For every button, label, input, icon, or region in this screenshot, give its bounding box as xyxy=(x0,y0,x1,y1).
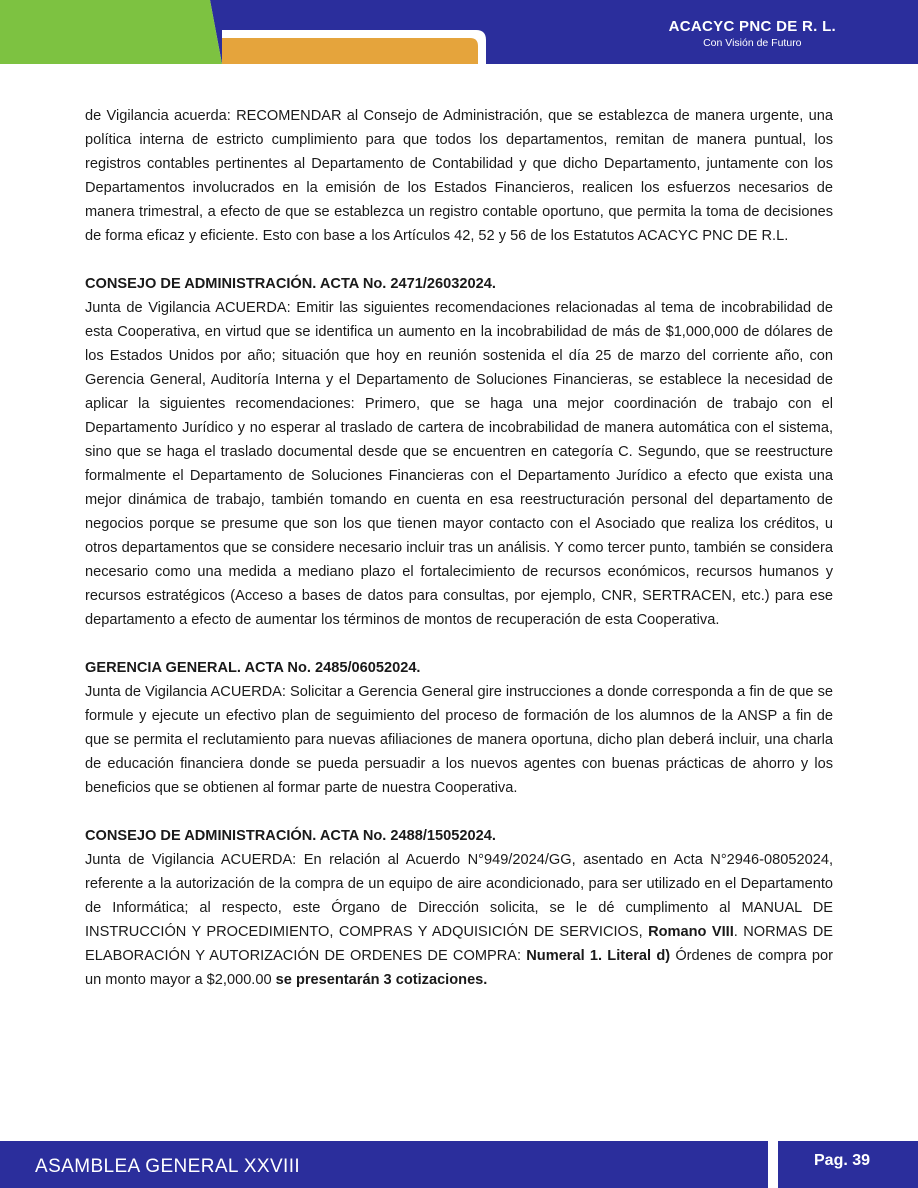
header-green-block xyxy=(0,0,222,64)
section-heading: CONSEJO DE ADMINISTRACIÓN. ACTA No. 2471/26032024. xyxy=(85,276,496,292)
paragraph-bold-text: Romano VIII xyxy=(648,924,734,940)
paragraph-bold-text: se presentarán 3 cotizaciones. xyxy=(275,972,488,988)
section-paragraph xyxy=(85,848,833,992)
paragraph-bold-text: Numeral 1. Literal d) xyxy=(526,948,671,964)
section-acta-2485 xyxy=(85,656,833,800)
paragraph-text: Órdenes de compra por un monto mayor a $2,000.00 xyxy=(85,948,833,988)
page-number: Pag. 39 xyxy=(814,1152,871,1169)
brand-tagline: Con Visión de Futuro xyxy=(703,37,802,49)
section-paragraph: Junta de Vigilancia ACUERDA: Solicitar a Gerencia General gire instrucciones a donde corresponda a fin de que se formule y ejecute un efectivo plan de seguimiento del proceso de formación de los alumnos de la ANSP a fin de que se permita el reclutamiento para nuevas afiliaciones de manera oportuna, dicho plan deberá incluir, una charla de educación financiera donde se pueda persuadir a los nuevos agentes con buenas prácticas de ahorro y los beneficios que se obtienen al formar parte de nuestra Cooperativa. xyxy=(85,684,833,796)
header-orange-bar xyxy=(222,38,478,64)
section-acta-2488 xyxy=(85,824,833,992)
section-heading: CONSEJO DE ADMINISTRACIÓN. ACTA No. 2488/15052024. xyxy=(85,828,496,844)
footer-divider xyxy=(768,1141,778,1188)
section-heading: GERENCIA GENERAL. ACTA No. 2485/06052024. xyxy=(85,660,421,676)
section-acta-2471 xyxy=(85,272,833,632)
paragraph-text: Junta de Vigilancia ACUERDA: En relación al Acuerdo N°949/2024/GG, asentado en Acta N°2946-08052024, referente a la autorización de la compra de un equipo de aire acondicionado, para ser utilizado en el Departamento de Informática; al respecto, este Órgano de Dirección solicita, se le dé cumplimento al MANUAL DE INSTRUCCIÓN Y PROCEDIMIENTO, COMPRAS Y ADQUISICIÓN DE SERVICIOS, xyxy=(85,852,833,940)
footer-title: ASAMBLEA GENERAL XXVIII xyxy=(35,1156,301,1177)
document-body xyxy=(85,104,833,992)
intro-paragraph: de Vigilancia acuerda: RECOMENDAR al Consejo de Administración, que se establezca de manera urgente, una política interna de estricto cumplimiento para que todos los departamentos, remitan de manera puntual, los registros contables pertinentes al Departamento de Contabilidad y que dicho Departamento, juntamente con los Departamentos involucrados en la emisión de los Estados Financieros, realicen los esfuerzos necesarios de manera trimestral, a efecto de que se establezca un registro contable oportuno, que permita la toma de decisiones de forma eficaz y eficiente. Esto con base a los Artículos 42, 52 y 56 de los Estatutos ACACYC PNC DE R.L. xyxy=(85,108,833,244)
section-paragraph: Junta de Vigilancia ACUERDA: Emitir las siguientes recomendaciones relacionadas al tema de incobrabilidad de esta Cooperativa, en virtud que se identifica un aumento en la incobrabilidad de más de $1,000,000 de dólares de los Estados Unidos por año; situación que hoy en reunión sostenida el día 25 de marzo del corriente año, con Gerencia General, Auditoría Interna y el Departamento de Soluciones Financieras, se establece la necesidad de aplicar la siguientes recomendaciones: Primero, que se haga una mejor coordinación de trabajo con el Departamento Jurídico y no esperar al traslado de cartera de incobrabilidad de manera automática con el sistema, sino que se haga el traslado documental desde que se encuentren en categoría C. Segundo, que se reestructure formalmente el Departamento de Soluciones Financieras con el Departamento Jurídico a efecto que exista una mejor dinámica de trabajo, también tomando en cuenta en esa reestructuración personal del departamento de negocios porque se presume que son los que tienen mayor contacto con el Asociado que realiza los créditos, u otros departamentos que se considere necesario incluir tras un análisis. Y como tercer punto, también se considera necesario como una medida a mediano plazo el fortalecimiento de recursos económicos, recursos humanos y recursos estratégicos (Acceso a bases de datos para consultas, por ejemplo, CNR, SERTRACEN, etc.) para ese departamento a efecto de aumentar los términos de montos de recuperación de esta Cooperativa. xyxy=(85,300,833,628)
brand-name: ACACYC PNC DE R. L. xyxy=(668,18,836,35)
page-header xyxy=(0,0,918,64)
brand-block xyxy=(669,18,836,49)
page-footer xyxy=(0,1141,918,1188)
paragraph-text: . NORMAS DE ELABORACIÓN Y AUTORIZACIÓN DE ORDENES DE COMPRA: xyxy=(85,924,833,964)
